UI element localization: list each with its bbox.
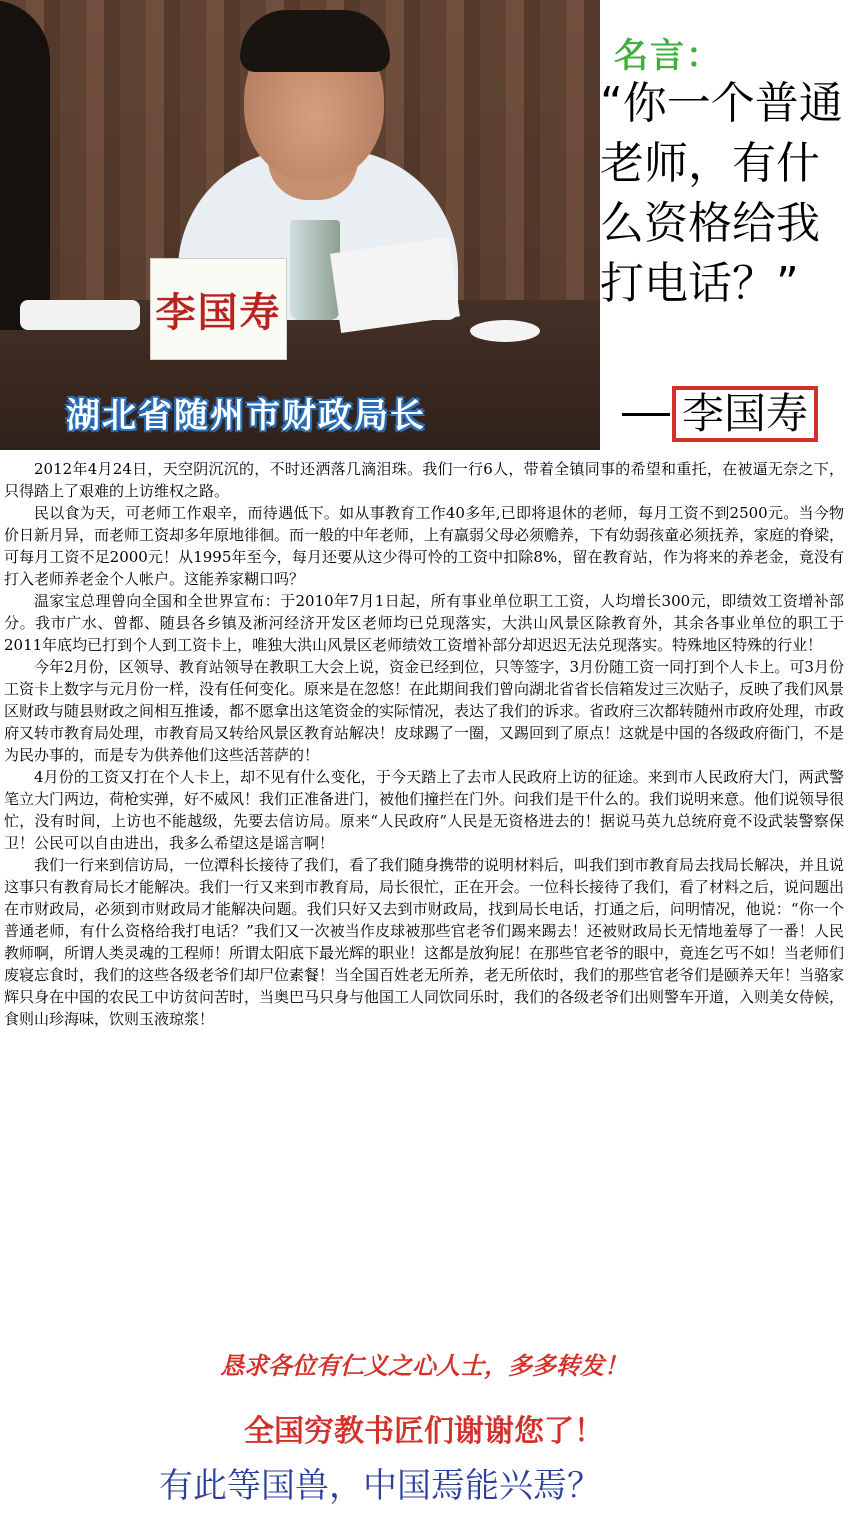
article-paragraph: 今年2月份，区领导、教育站领导在教职工大会上说，资金已经到位，只等签字，3月份随工资一同打到个人卡上。可3月份工资卡上数字与元月份一样，没有任何变化。原来是在忽悠！在此期间我们曾向湖北省省长信箱发过三次贴子，反映了我们风景区财政与随县财政之间相互推诿，都不愿拿出这笔资金的实际情况，表达了我们的诉求。省政府三次都转随州市政府处理，市政府又转市教育局处理，市教育局又转给风景区教育站解决！皮球踢了一圈，又踢回到了原点！这就是中国的各级政府衙门，不是为民办事的，而是专为供养他们这些活菩萨的！ (4, 658, 845, 764)
official-photo (0, 0, 600, 450)
towel (20, 300, 140, 330)
nameplate-text: 李国寿 (155, 288, 282, 336)
article-body (4, 458, 844, 1030)
article-paragraph: 温家宝总理曾向全国和全世界宣布：于2010年7月1日起，所有事业单位职工工资，人均增长300元，即绩效工资增补部分。我市广水、曾都、随县各乡镇及淅河经济开发区老师均已兑现落实，大洪山风景区除教育外，其余各事业单位的职工于2011年底均已打到个人到工资卡上，唯独大洪山风景区老师绩效工资增补部分却迟迟无法兑现落实。特殊地区特殊的行业！ (4, 592, 844, 654)
documents (330, 237, 460, 333)
article-paragraph: 我们一行来到信访局，一位潭科长接待了我们，看了我们随身携带的说明材料后，叫我们到市教育局去找局长解决，并且说这事只有教育局长才能解决。我们一行又来到市教育局，局长很忙，正在开会。一位科长接待了我们，看了材料之后，说问题出在市财政局，必须到市财政局才能解决问题。我们只好又去到市财政局，找到局长电话，打通之后，问明情况，他说：“你一个普通老师，有什么资格给我打电话？”我们又一次被当作皮球被那些官老爷们踢来踢去！还被财政局长无情地羞辱了一番！人民教师啊，所谓人类灵魂的工程师！所谓太阳底下最光辉的职业！这都是放狗屁！在那些官老爷的眼中，竟连乞丐不如！当老师们废寝忘食时，我们的这些各级老爷们却尸位素餐！当全国百姓老无所养，老无所依时，我们的那些官老爷们是颐养天年！当骆家辉只身在中国的农民工中访贫问苦时，当奥巴马只身与他国工人同饮同乐时，我们的各级老爷们出则警车开道，入则美女侍候，食则山珍海味，饮则玉液琼浆！ (4, 856, 845, 1028)
quote-label: 名言： (614, 36, 722, 76)
article-paragraph: 2012年4月24日，天空阴沉沉的，不时还洒落几滴泪珠。我们一行6人，带着全镇同事的希望和重托，在被逼无奈之下，只得踏上了艰难的上访维权之路。 (4, 460, 844, 500)
appeal-question: 有此等国兽，中国焉能兴焉？ (159, 1466, 601, 1506)
article-paragraph: 民以食为天，可老师工作艰辛，而待遇低下。如从事教育工作40多年,已即将退休的老师，每月工资不到2500元。当今物价日新月异，而老师工资却多年原地徘徊。而一般的中年老师，上有羸弱父母必须赡养，下有幼弱孩童必须抚养，家庭的脊梁，可每月工资不足2000元！从1995年至今，每月还要从这少得可怜的工资中扣除8%，留在教育站，作为将来的养老金，竟没有打入老师养老金个人帐户。这能养家糊口吗？ (4, 504, 845, 588)
official-hair (240, 10, 390, 72)
appeal-forward: 恳求各位有仁义之心人士，多多转发！ (220, 1351, 628, 1380)
nameplate (150, 258, 287, 360)
quote-author (622, 386, 818, 442)
quote-author-name: 李国寿 (672, 386, 818, 442)
ashtray (470, 320, 540, 342)
em-dash (622, 413, 670, 416)
article-paragraph: 4月份的工资又打在个人卡上，却不见有什么变化，于今天踏上了去市人民政府上访的征途。来到市人民政府大门，两武警笔立大门两边，荷枪实弹，好不威风！我们正准备进门，被他们撞拦在门外。问我们是干什么的。我们说明来意。他们说领导很忙，没有时间，上访也不能越级，先要去信访局。原来“人民政府”人民是无资格进去的！据说马英九总统府竟不设武装警察保卫！公民可以自由进出，我多么希望这是谣言啊！ (4, 768, 845, 852)
person-silhouette-left (0, 0, 50, 330)
appeal-thanks: 全国穷教书匠们谢谢您了！ (244, 1414, 604, 1449)
photo-caption: 湖北省随州市财政局长 (66, 396, 426, 436)
quote-text: “你一个普通老师，有什么资格给我打电话？” (600, 78, 843, 309)
